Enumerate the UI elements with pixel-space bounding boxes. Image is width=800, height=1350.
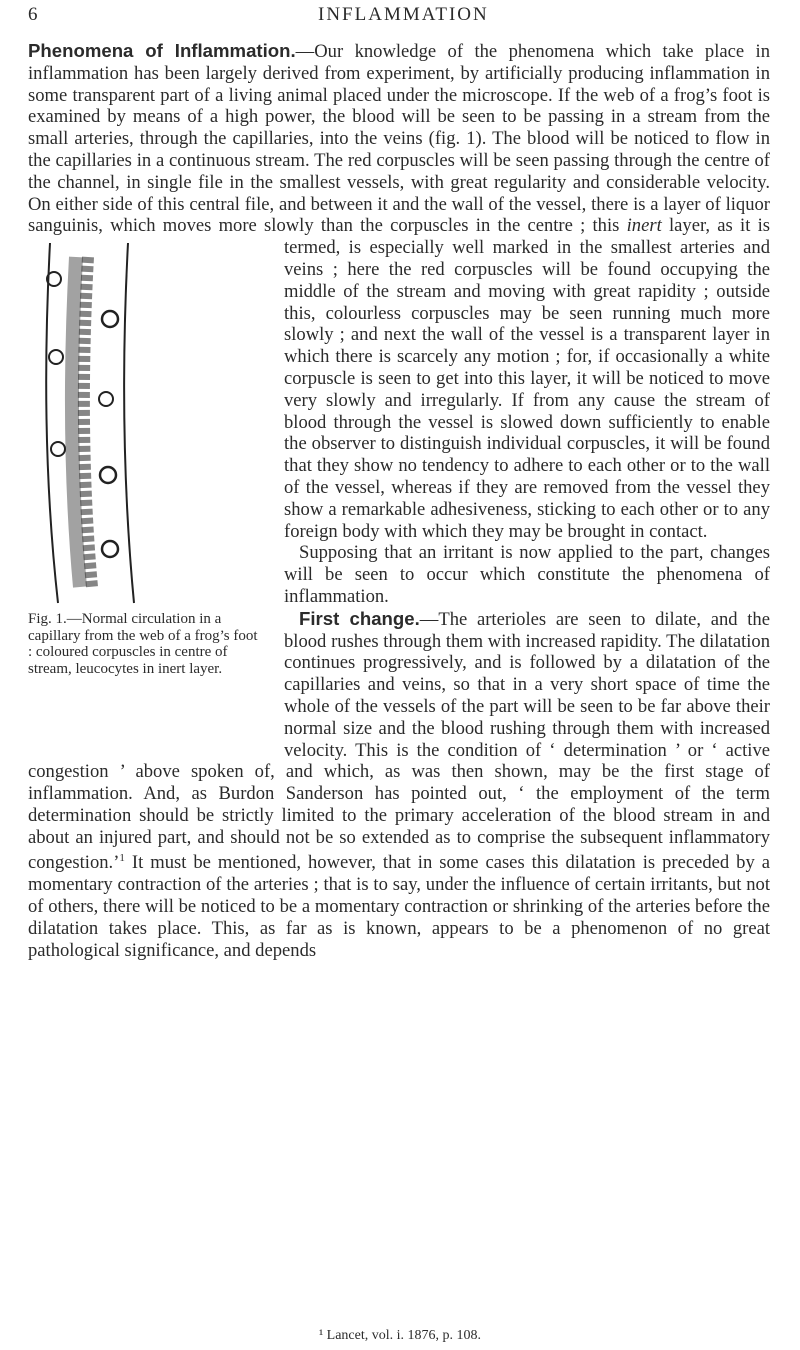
figure-1 [28, 237, 264, 749]
figure-caption: Fig. 1.—Normal circulation in a capillary from the web of a frog’s foot : coloured corpuscles in centre of stream, leucocytes in inert layer. [28, 611, 258, 677]
first-change-heading: First change. [299, 607, 420, 629]
paragraph-1-rest: layer, as it is termed, is especially well marked in the smallest arteries and veins ; here the red corpuscles will be found occupying the middle of the stream and moving with great rapidity ; outside this, colourless corpuscles may be seen running much more slowly ; and next the wall of the vessel is a transparent layer in which there is scarcely any motion ; for, if occasionally a white corpuscle is seen to get into this layer, it will be noticed to move very slowly and irregularly. If from any cause the stream of blood through the vessel is slowed down sufficiently to enable the observer to distinguish individual corpuscles, it will be found that they show no tendency to adhere to each other or to the wall of the vessel, whereas if they are removed from the vessel they show a remarkable adhesiveness, sticking to each other or to any foreign body with which they may be brought in contact. [284, 215, 771, 542]
section-heading: Phenomena of Inflammation. [28, 40, 296, 61]
body-text [28, 40, 770, 962]
paragraph-2: Supposing that an irritant is now applied to the part, changes will be seen to occur which constitute the phenomena of inflammation. [284, 542, 770, 607]
running-head: INFLAMMATION [318, 4, 489, 25]
capillary-illustration [36, 237, 146, 609]
footnote-marker: 1 [119, 852, 125, 865]
page-number: 6 [28, 4, 38, 25]
footnote: ¹ Lancet, vol. i. 1876, p. 108. [318, 1328, 482, 1343]
paragraph-3-rest: It must be mentioned, however, that in some cases this dilatation is preceded by a momentary contraction of the arteries ; that is to say, under the influence of certain irritants, but not of others, there will be noticed to be a momentary contraction or shrinking of the arteries before the dilatation takes place. This, as far as is known, appears to be a phenomenon of no great pathological significance, and depends [28, 852, 770, 961]
paragraph-3-text: —The arterioles are seen to dilate, and the blood rushes through them with increased rapidity. The dilatation continues progressively, and is followed by a dilatation of the capillaries and veins, so that in a very short space of time the whole of the vessels of the part will be seen to be far above their normal size and the blood rushing through them with increased velocity. This is the condition of ‘ determination ’ or ‘ active congestion ’ above spoken of, and which, as was then shown, may be the first stage of inflammation. And, as Burdon Sanderson has pointed out, ‘ the employment of the term determination should be strictly limited to the primary acceleration of the blood stream in and about an injured part, and should not be so extended as to comprise the subsequent inflammatory congestion.’ [28, 608, 770, 874]
paragraph-1-text: —Our knowledge of the phenomena which take place in inflammation has been largely derived from experiment, by artificially producing inflammation in some transparent part of a living animal placed under the microscope. If the web of a frog’s foot is examined by means of a high power, the blood will be seen to be passing in a stream from the small arteries, through the capillaries, into the veins (fig. 1). The blood will be noticed to flow in the capillaries in a continuous stream. The red corpuscles will be seen passing through the centre of the channel, in single file in the smallest vessels, with great regularity and considerable velocity. On either side of this central file, and between it and the wall of the vessel, there is a layer of liquor sanguinis, which moves more slowly than the corpuscles in the centre ; this [28, 41, 770, 237]
italic-inert: inert [626, 215, 662, 237]
